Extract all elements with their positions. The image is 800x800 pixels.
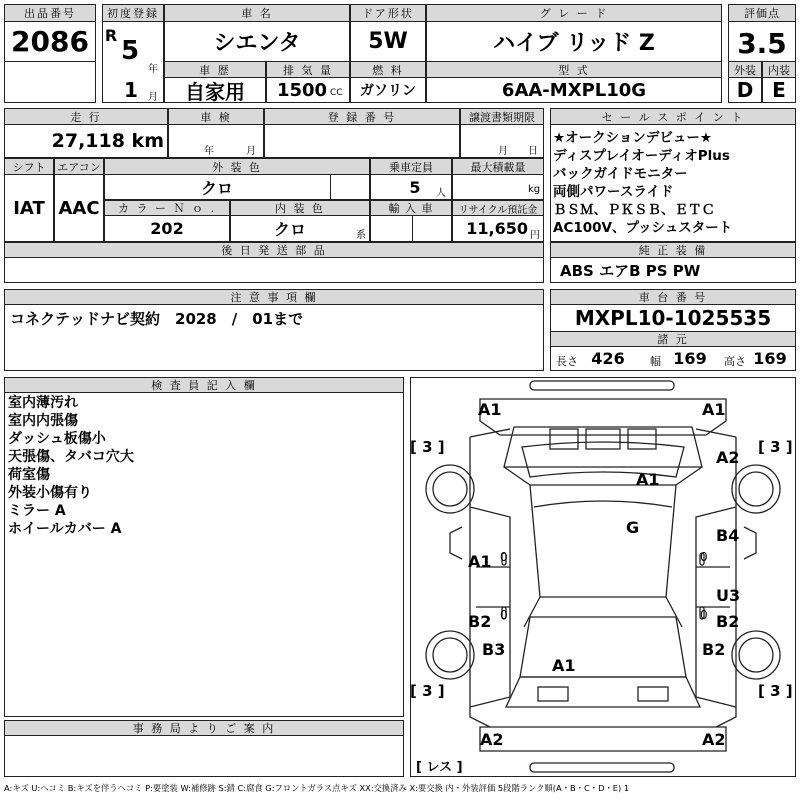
color-no-label: カ ラ ー Ｎ ｏ . <box>104 200 230 216</box>
roof <box>530 485 676 597</box>
mark-right-front-door: B4 <box>716 526 740 545</box>
mark-right-rear-fender: B2 <box>702 640 726 659</box>
lot-box-bottom <box>4 61 96 103</box>
sales-line: ディスプレイオーディオPlus <box>553 148 730 164</box>
import-box-divider <box>412 215 452 242</box>
front-bumper-bar <box>530 381 674 390</box>
lot-number: 2086 <box>11 25 89 58</box>
legend: A:キズ U:ヘコミ B:キズを伴うヘコミ P:要塗装 W:補修跡 S:錆 C:腐食 G:フロントガラス点キズ XX:交換済み X:要交換 内・外装評価 5段階ランク順(A・B・C・D・E) 1 <box>4 783 630 793</box>
car-name: シエンタ <box>213 31 301 56</box>
model: 6AA-MXPL10G <box>501 79 647 101</box>
mark-spare: [ レス ] <box>416 760 463 775</box>
wiper-right <box>628 429 656 449</box>
import-label: 輸 入 車 <box>370 200 452 216</box>
color-box-divider <box>330 174 370 200</box>
mark-tire-rear-left: [ 3 ] <box>410 682 445 700</box>
rear-glass <box>520 617 686 677</box>
parts-box <box>4 257 544 283</box>
height: 169 <box>753 349 787 368</box>
office-label: 事 務 局 よ り ご 案 内 <box>4 720 404 736</box>
history: 自家用 <box>185 79 245 104</box>
mark-right-rear-door-top: U3 <box>716 586 741 605</box>
mark-roof: G <box>626 518 640 537</box>
transfer-day-unit: 日 <box>528 146 538 157</box>
door-type: 5W <box>368 29 408 54</box>
color-no: 202 <box>150 219 184 238</box>
reg-month: 1 <box>124 78 138 102</box>
dims-label: 諸 元 <box>550 331 796 347</box>
wiper-center <box>586 429 620 449</box>
mileage-label: 走 行 <box>4 108 168 125</box>
body-right-side <box>696 429 736 727</box>
mark-zero-right-front: 0 <box>700 550 708 564</box>
door-label: ドア形状 <box>350 4 426 22</box>
length-label: 長さ <box>556 355 578 368</box>
sales-line: AC100V、プッシュスタート <box>553 220 733 236</box>
load-label: 最大積載量 <box>452 158 544 175</box>
chassis-number: MXPL10-1025535 <box>574 306 772 330</box>
mark-rear-left: A2 <box>480 730 504 749</box>
sales-line: ★オークションデビュー★ <box>553 130 712 146</box>
month-unit: 月 <box>148 92 158 103</box>
inspector-line: 室内薄汚れ <box>8 395 78 411</box>
mark-bonnet: A1 <box>636 470 660 489</box>
sales-line: バックガイドモニター <box>553 166 688 182</box>
wiper-left <box>550 429 578 449</box>
chassis-label: 車 台 番 号 <box>550 289 796 305</box>
inspector-line: 外装小傷有り <box>8 485 92 501</box>
front-glass <box>522 442 684 477</box>
rear-plate-left <box>538 687 568 701</box>
displacement-unit: CC <box>330 88 343 98</box>
transfer-month-unit: 月 <box>498 146 508 157</box>
score-label: 評価点 <box>728 4 796 22</box>
int-color-label: 内 装 色 <box>230 200 370 216</box>
width-label: 幅 <box>650 355 661 368</box>
equipment: ABS エアB PS PW <box>560 261 701 280</box>
registration-label: 登 録 番 号 <box>264 108 460 125</box>
mark-front-left: A1 <box>478 400 502 419</box>
registration-box <box>264 124 460 158</box>
reg-year: 5 <box>120 36 140 66</box>
int-color: クロ <box>273 220 306 239</box>
inspector-line: ミラー A <box>8 503 66 519</box>
mark-right-rear-door-bottom: B2 <box>716 612 740 631</box>
era: R <box>104 25 118 45</box>
capacity: 5 <box>409 177 421 197</box>
ext-grade: D <box>736 78 754 102</box>
mark-rear-right: A2 <box>702 730 726 749</box>
mark-left-front-door: A1 <box>468 552 492 571</box>
height-label: 高さ <box>724 355 746 368</box>
length: 426 <box>591 349 625 368</box>
inspector-line: 荷室傷 <box>8 467 50 483</box>
sales-line: ＢＳＭ、ＰＫＳＢ、ＥＴＣ <box>553 202 715 218</box>
sales-line: 両側パワースライド <box>553 184 674 200</box>
recycle-unit: 円 <box>530 230 540 241</box>
rear-plate-right <box>638 687 668 701</box>
mark-zero-left-rear: 0 <box>500 608 508 622</box>
width: 169 <box>673 349 707 368</box>
back-door <box>506 677 700 707</box>
history-label: 車 歴 <box>164 61 266 78</box>
shift: IAT <box>13 197 45 219</box>
ext-label: 外装 <box>728 61 762 78</box>
fuel: ガソリン <box>360 83 416 99</box>
mark-zero-left-front: 0 <box>500 550 508 564</box>
ac-label: エアコン <box>54 158 104 175</box>
sales-list <box>553 129 795 237</box>
int-color-unit: 系 <box>356 230 366 241</box>
rear-bumper-bar <box>530 763 674 772</box>
model-label: 型 式 <box>426 61 722 78</box>
mark-front-right: A1 <box>702 400 726 419</box>
mark-tire-rear-right: [ 3 ] <box>758 682 793 700</box>
shift-label: シフト <box>4 158 54 175</box>
grade-label: グ レ ー ド <box>426 4 722 22</box>
mark-trunk: A1 <box>552 656 576 675</box>
car-name-label: 車 名 <box>164 4 350 22</box>
lot-label: 出品番号 <box>4 4 96 22</box>
roof-rear-line <box>534 501 672 507</box>
sales-label: セ ー ル ス ポ イ ン ト <box>550 108 796 125</box>
transfer-label: 譲渡書類期限 <box>460 108 544 125</box>
load-unit: kg <box>528 184 541 195</box>
parts-label: 後 日 発 送 部 品 <box>4 242 544 258</box>
mark-left-rear-door: B2 <box>468 612 492 631</box>
inspection-label: 車 検 <box>168 108 264 125</box>
score: 3.5 <box>737 26 787 60</box>
notice-text: コネクテッドナビ契約 2028 / 01まで <box>10 309 304 328</box>
year-unit: 年 <box>148 64 158 75</box>
notice-label: 注 意 事 項 欄 <box>4 289 544 305</box>
mark-right-front-fender: A2 <box>716 448 740 467</box>
int-grade: E <box>772 78 786 102</box>
mark-tire-front-left: [ 3 ] <box>410 438 445 456</box>
inspector-line: 天張傷、タバコ穴大 <box>8 449 134 465</box>
inspector-line: ホイールカバー A <box>8 521 122 537</box>
equipment-label: 純 正 装 備 <box>550 242 796 258</box>
fuel-label: 燃 料 <box>350 61 426 78</box>
rear-bumper <box>480 727 726 751</box>
inspection-month-unit: 月 <box>246 146 256 157</box>
int-label: 内装 <box>762 61 796 78</box>
inspector-line: ダッシュ板傷小 <box>8 431 106 447</box>
inspector-list <box>8 394 134 538</box>
capacity-label: 乗車定員 <box>370 158 452 175</box>
capacity-unit: 人 <box>436 188 446 199</box>
car-diagram <box>410 377 796 777</box>
color: クロ <box>200 178 233 198</box>
mark-tire-front-right: [ 3 ] <box>758 438 793 456</box>
displacement: 1500 <box>276 79 328 101</box>
first-reg-label: 初度登録 <box>102 4 164 22</box>
mileage: 27,118 km <box>51 130 164 152</box>
displacement-label: 排 気 量 <box>266 61 350 78</box>
hood <box>504 427 702 467</box>
grade: ハイブ リッド Z <box>493 31 655 56</box>
mirror-left <box>450 527 462 559</box>
mark-left-rear-fender: B3 <box>482 640 506 659</box>
inspector-line: 室内内張傷 <box>8 413 78 429</box>
body-left-side <box>470 429 510 727</box>
inspection-year-unit: 年 <box>204 146 214 157</box>
mirror-right <box>744 527 756 559</box>
inspector-label: 検 査 員 記 入 欄 <box>4 377 404 393</box>
mark-zero-right-rear: 0 <box>700 608 708 622</box>
recycle: 11,650 <box>466 219 528 238</box>
office-box <box>4 735 404 777</box>
recycle-label: リサイクル預託金 <box>452 200 544 216</box>
color-label: 外 装 色 <box>104 158 370 175</box>
ac: AAC <box>58 197 100 219</box>
